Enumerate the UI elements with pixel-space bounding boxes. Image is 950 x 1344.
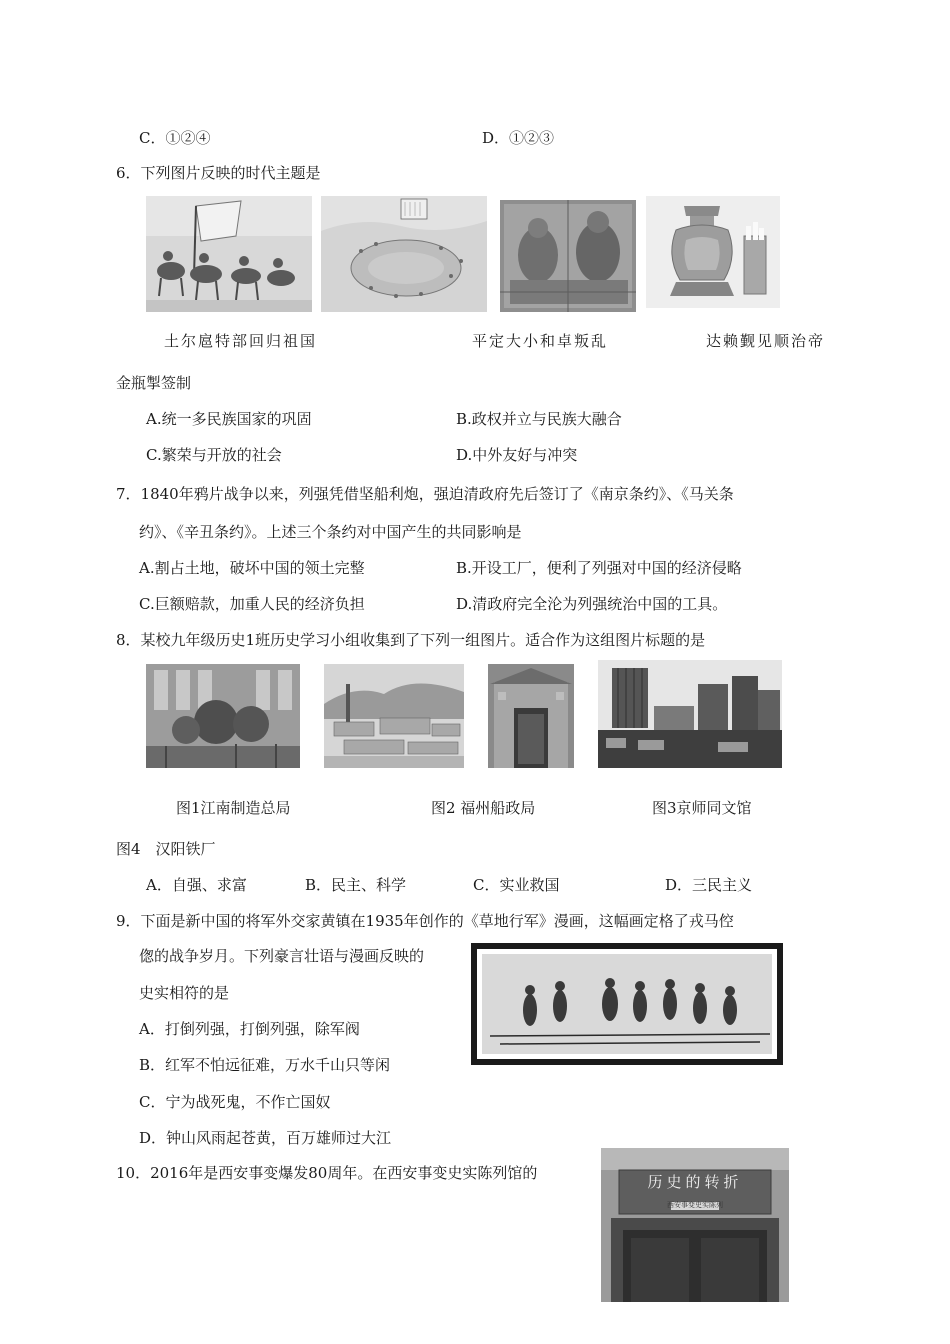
q5-option-c: C．①②④ bbox=[139, 129, 211, 147]
q10-stem: 10．2016年是西安事变爆发80周年。在西安事变史实陈列馆的 bbox=[116, 1164, 538, 1182]
q10-sign-title: 历史的转折 bbox=[647, 1173, 743, 1191]
q9-option-c: C．宁为战死鬼，不作亡国奴 bbox=[139, 1093, 331, 1111]
q7-option-a: A.割占土地，破坏中国的领土完整 bbox=[139, 559, 365, 577]
q9-stem-line-1: 9．下面是新中国的将军外交家黄镇在1935年创作的《草地行军》漫画，这幅画定格了戎马倥 bbox=[116, 912, 734, 930]
q5-option-d: D．①②③ bbox=[482, 129, 555, 147]
q10-sign-subtitle: 西安事变史实陈列 bbox=[667, 1201, 723, 1209]
q8-option-b: B．民主、科学 bbox=[305, 876, 407, 894]
q6-image-pacification-map bbox=[321, 196, 487, 312]
q7-option-c: C.巨额赔款，加重人民的经济负担 bbox=[139, 595, 365, 613]
q8-stem: 8．某校九年级历史1班历史学习小组收集到了下列一组图片。适合作为这组图片标题的是 bbox=[116, 631, 706, 649]
q8-option-d: D．三民主义 bbox=[665, 876, 753, 894]
q9-option-d: D．钟山风雨起苍黄，百万雄师过大江 bbox=[139, 1129, 392, 1147]
q7-stem-line-1: 7．1840年鸦片战争以来，列强凭借坚船利炮，强迫清政府先后签订了《南京条约》、《马关条 bbox=[116, 485, 734, 503]
q8-image-hanyang-ironworks bbox=[598, 660, 782, 768]
q6-stem: 6．下列图片反映的时代主题是 bbox=[116, 164, 321, 182]
q6-caption-3: 达赖觐见顺治帝 bbox=[706, 332, 826, 350]
q6-caption-1: 土尔扈特部回归祖国 bbox=[164, 332, 318, 350]
q6-image-dalai-audience bbox=[500, 200, 636, 312]
q9-stem-line-2: 偬的战争岁月。下列豪言壮语与漫画反映的 bbox=[139, 947, 425, 965]
q9-stem-line-3: 史实相符的是 bbox=[139, 984, 230, 1002]
q8-image-jiangnan-arsenal bbox=[146, 664, 300, 768]
q6-option-a: A.统一多民族国家的巩固 bbox=[146, 410, 312, 428]
q6-option-d: D.中外友好与冲突 bbox=[456, 446, 578, 464]
q8-caption-4: 图4 汉阳铁厂 bbox=[116, 840, 216, 858]
q8-image-tongwen-guan bbox=[488, 664, 574, 768]
q7-option-d: D.清政府完全沦为列强统治中国的工具。 bbox=[456, 595, 728, 613]
q8-option-a: A．自强、求富 bbox=[146, 876, 247, 894]
q6-image-torghut-return bbox=[146, 196, 312, 312]
q6-caption-2: 平定大小和卓叛乱 bbox=[472, 332, 609, 350]
q8-option-c: C．实业救国 bbox=[473, 876, 560, 894]
q6-option-c: C.繁荣与开放的社会 bbox=[146, 446, 282, 464]
q8-caption-3: 图3京师同文馆 bbox=[652, 799, 752, 817]
q8-image-fuzhou-shipyard bbox=[324, 664, 464, 768]
q8-caption-1: 图1江南制造总局 bbox=[176, 799, 291, 817]
q6-image-golden-urn bbox=[646, 196, 780, 308]
q8-caption-2: 图2 福州船政局 bbox=[431, 799, 536, 817]
q6-option-b: B.政权并立与民族大融合 bbox=[456, 410, 622, 428]
q7-stem-line-2: 约》、《辛丑条约》。上述三个条约对中国产生的共同影响是 bbox=[139, 523, 522, 541]
q9-option-a: A．打倒列强，打倒列强，除军阀 bbox=[139, 1020, 360, 1038]
q9-image-grassland-march-cartoon bbox=[470, 940, 785, 1068]
q9-option-b: B．红军不怕远征难，万水千山只等闲 bbox=[139, 1056, 391, 1074]
q7-option-b: B.开设工厂，便利了列强对中国的经济侵略 bbox=[456, 559, 742, 577]
q6-caption-4: 金瓶掣签制 bbox=[116, 374, 192, 392]
